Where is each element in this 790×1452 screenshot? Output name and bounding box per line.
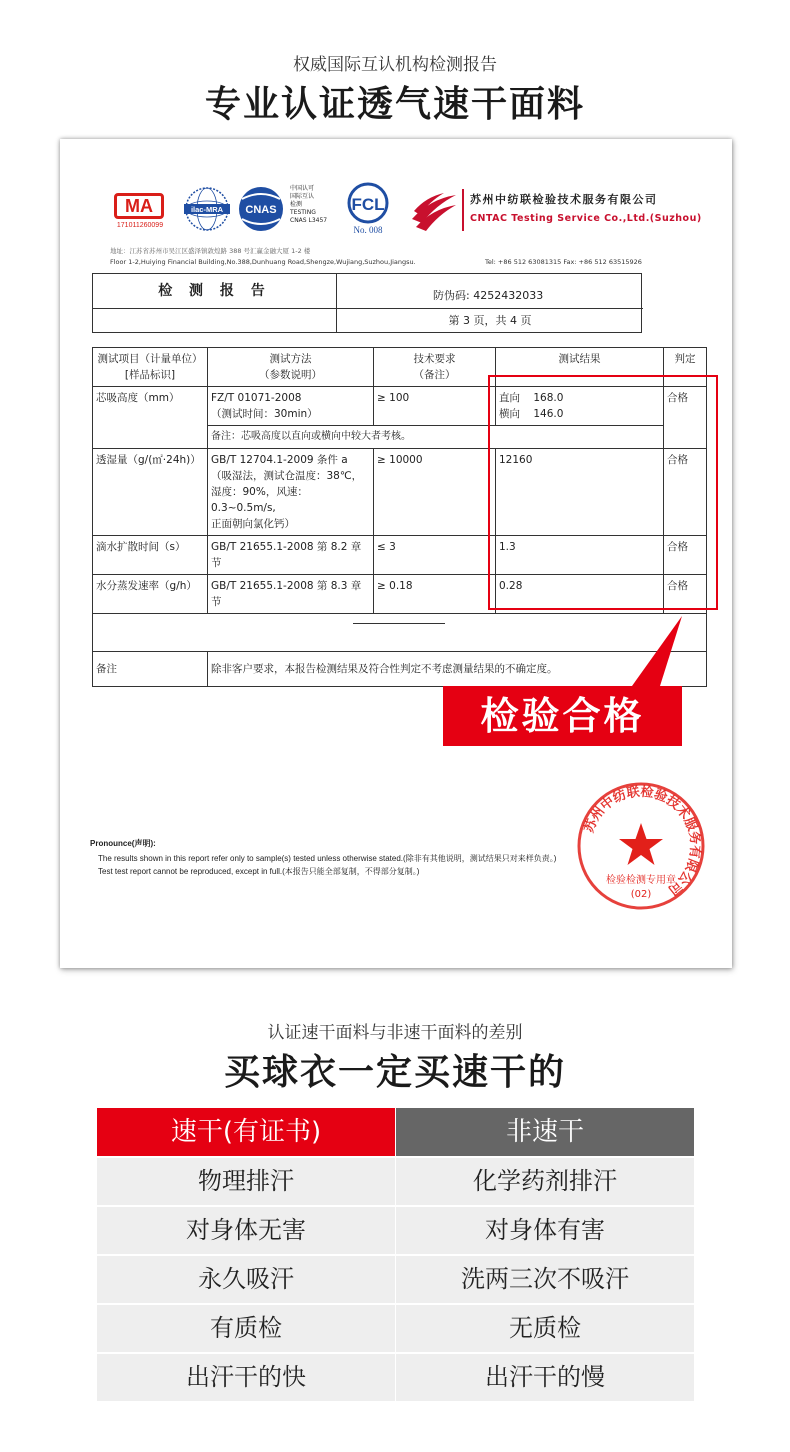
- cnas-line: 检测: [290, 201, 303, 208]
- row-item: 滴水扩散时间（s）: [93, 536, 208, 575]
- company-name-cn: 苏州中纺联检验技术服务有限公司: [470, 193, 658, 206]
- pronounce-title: Pronounce(声明):: [90, 839, 156, 848]
- result-highlight-box: [488, 375, 718, 610]
- pronounce-line-2: Test test report cannot be reproduced, except in full.(本报告只能全部复制，不得部分复制。): [98, 867, 420, 876]
- comparison-row: [97, 1354, 694, 1401]
- company-name-en: CNTAC Testing Service Co.,Ltd.(Suzhou): [470, 213, 702, 224]
- address-en: Floor 1-2,Huiying Financial Building,No.388,Dunhuang Road,Shengze,Wujiang,Suzhou,Jiangsu.: [110, 258, 416, 266]
- page-info: 第 3 页，共 4 页: [448, 314, 532, 327]
- comparison-header: [97, 1108, 694, 1156]
- method-line: FZ/T 01071-2008: [211, 392, 302, 404]
- cma-logo-text: MA: [114, 193, 164, 219]
- seal-number: (02): [630, 889, 652, 900]
- report-header-table: [92, 273, 642, 333]
- address-cn: 地址：江苏省苏州市吴江区盛泽镇敦煌路 388 号汇赢金融大厦 1-2 楼: [110, 247, 311, 255]
- report-header-title: 检 测 报 告: [93, 274, 337, 309]
- certification-logos: [110, 181, 710, 236]
- test-report-document: [60, 139, 732, 968]
- official-seal-stamp: [574, 779, 708, 913]
- cell-non-quick-dry: 化学药剂排汗: [396, 1158, 694, 1205]
- header-quick-dry: 速干(有证书): [97, 1108, 395, 1156]
- section1-subtitle: 权威国际互认机构检测报告: [293, 55, 497, 75]
- cnas-logo-text: CNAS: [245, 204, 277, 216]
- th-req-sub: （备注）: [413, 369, 456, 381]
- cnas-line: 中国认可: [290, 185, 315, 192]
- fcl-logo-text: FCL: [351, 195, 385, 214]
- row-requirement: ≤ 3: [374, 536, 496, 575]
- comparison-row: [97, 1158, 694, 1205]
- cntac-logo: [410, 187, 710, 235]
- header-non-quick-dry: 非速干: [396, 1108, 694, 1156]
- row-verdict: 合格: [664, 575, 707, 614]
- th-method-sub: （参数说明）: [259, 369, 322, 381]
- row-item: 水分蒸发速率（g/h）: [93, 575, 208, 614]
- row-verdict: 合格: [664, 449, 707, 536]
- method-line: GB/T 21655.1-2008 第 8.2 章: [211, 541, 362, 553]
- th-item: [93, 348, 208, 387]
- row-verdict: 合格: [664, 536, 707, 575]
- cell-quick-dry: 永久吸汗: [97, 1256, 395, 1303]
- th-verdict: 判定: [664, 348, 707, 387]
- header-blank-cell: [93, 309, 337, 333]
- method-line: 节: [211, 557, 222, 569]
- row-requirement: ≥ 100: [374, 387, 496, 426]
- cell-quick-dry: 对身体无害: [97, 1207, 395, 1254]
- cell-quick-dry: 物理排汗: [97, 1158, 395, 1205]
- th-req-label: 技术要求: [413, 353, 456, 365]
- th-item-label: 测试项目（计量单位）: [97, 353, 203, 365]
- cntac-mark-icon: [410, 189, 458, 233]
- method-line: 湿度：90%，风速：0.3~0.5m/s,: [211, 486, 308, 514]
- cma-number: 171011260099: [116, 222, 164, 229]
- anti-fake-code: [337, 274, 643, 309]
- cell-non-quick-dry: 洗两三次不吸汗: [396, 1256, 694, 1303]
- cnas-line: CNAS L3457: [290, 217, 328, 224]
- row-requirement: ≥ 10000: [374, 449, 496, 536]
- method-line: 正面朝向氯化钙）: [211, 518, 295, 530]
- row-note: 备注：芯吸高度以直向或横向中较大者考核。: [208, 426, 664, 449]
- comparison-table: [97, 1108, 694, 1401]
- row-item: 透湿量（g/(㎡·24h)）: [93, 449, 208, 536]
- remark-text: 除非客户要求，本报告检测结果及符合性判定不考虑测量结果的不确定度。: [208, 652, 707, 687]
- section1-title: 专业认证透气速干面料: [204, 84, 585, 125]
- method-line: GB/T 21655.1-2008 第 8.3 章: [211, 580, 362, 592]
- row-method: [208, 387, 374, 426]
- cnas-accreditation-text: [290, 185, 335, 225]
- cell-quick-dry: 有质检: [97, 1305, 395, 1352]
- comparison-row: [97, 1256, 694, 1303]
- cell-non-quick-dry: 无质检: [396, 1305, 694, 1352]
- section2-title: 买球衣一定买速干的: [223, 1052, 566, 1093]
- seal-middle-text: 检验检测专用章: [606, 875, 676, 886]
- ilac-mra-logo: [182, 185, 232, 233]
- th-item-sub: [样品标识]: [124, 369, 176, 381]
- table-row-remark: [93, 652, 707, 687]
- method-line: （吸湿法，测试仓温度：38℃，: [211, 470, 363, 482]
- result-line: 横向 146.0: [499, 408, 564, 420]
- end-of-table-cell: [93, 614, 707, 652]
- th-method: [208, 348, 374, 387]
- row-result: 0.28: [496, 575, 664, 614]
- comparison-row: [97, 1305, 694, 1352]
- row-requirement: ≥ 0.18: [374, 575, 496, 614]
- cnas-logo: [234, 185, 288, 233]
- ilac-logo-text: ilac-MRA: [190, 205, 224, 214]
- pronounce-line-1: The results shown in this report refer only to sample(s) tested unless otherwise stated.(除非有其他说明，测试结果只对来样负责。): [98, 854, 557, 863]
- section2-subtitle: 认证速干面料与非速干面料的差别: [267, 1023, 523, 1043]
- row-result: 12160: [496, 449, 664, 536]
- anti-fake-label: 防伪码:: [433, 289, 470, 302]
- tel-fax: Tel: +86 512 63081315 Fax: +86 512 63515926: [485, 258, 642, 266]
- row-method: [208, 575, 374, 614]
- fcl-logo: [342, 181, 394, 236]
- cell-quick-dry: 出汗干的快: [97, 1354, 395, 1401]
- cma-logo: [110, 189, 168, 233]
- method-line: （测试时间：30min）: [211, 408, 318, 420]
- result-line: 直向 168.0: [499, 392, 564, 404]
- cnas-line: TESTING: [290, 209, 316, 216]
- seal-ring-text: 苏州中纺联检验技术服务有限公司: [581, 784, 703, 898]
- row-method: [208, 536, 374, 575]
- row-result: 1.3: [496, 536, 664, 575]
- anti-fake-value: 4252432033: [473, 289, 544, 302]
- th-result: 测试结果: [496, 348, 664, 387]
- row-verdict: 合格: [664, 387, 707, 449]
- comparison-row: [97, 1207, 694, 1254]
- fcl-number: No. 008: [353, 225, 383, 235]
- end-line: [353, 623, 445, 624]
- th-requirement: [374, 348, 496, 387]
- row-method: [208, 449, 374, 536]
- remark-label: 备注: [93, 652, 208, 687]
- cell-non-quick-dry: 对身体有害: [396, 1207, 694, 1254]
- th-method-label: 测试方法: [269, 353, 312, 365]
- table-row-end: [93, 614, 707, 652]
- cell-non-quick-dry: 出汗干的慢: [396, 1354, 694, 1401]
- cnas-line: 国际互认: [290, 193, 315, 200]
- qualified-badge: 检验合格: [443, 686, 682, 746]
- row-item: 芯吸高度（mm）: [93, 387, 208, 449]
- method-line: GB/T 12704.1-2009 条件 a: [211, 454, 348, 466]
- method-line: 节: [211, 596, 222, 608]
- cntac-divider: [462, 189, 464, 231]
